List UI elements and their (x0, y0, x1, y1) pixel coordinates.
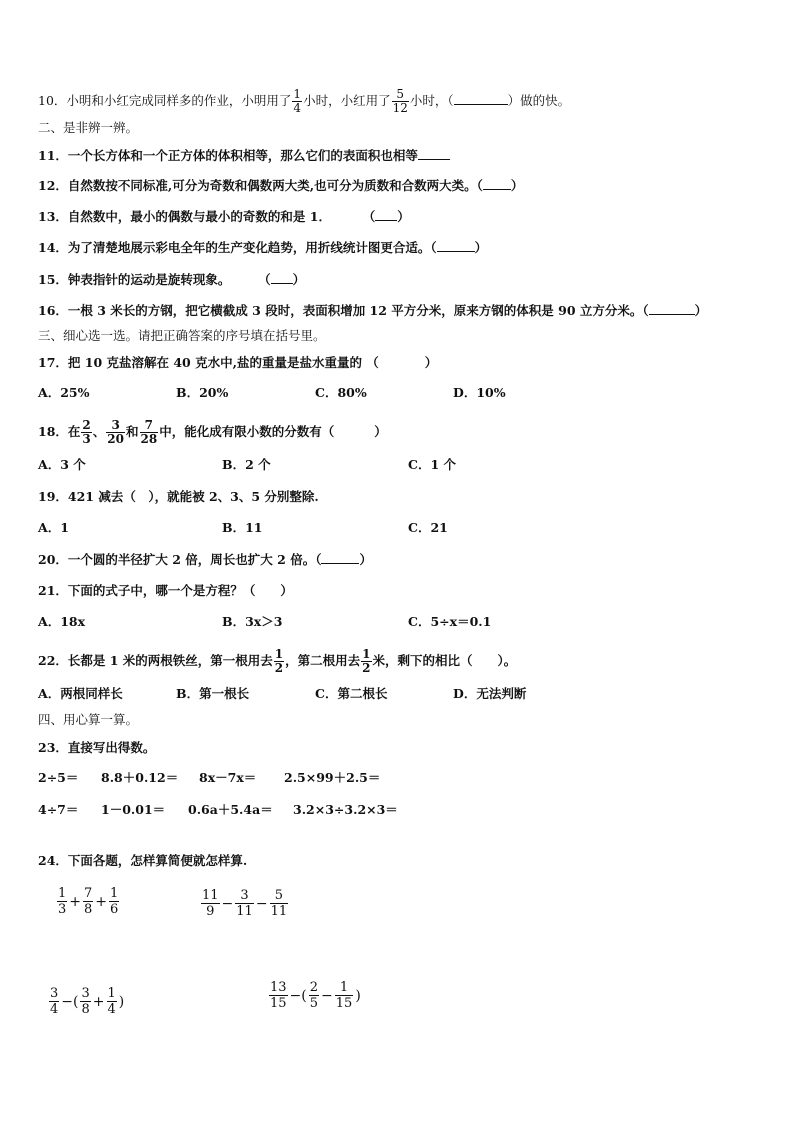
question-21: 21．下面的式子中，哪一个是方程？（ ） (38, 583, 293, 598)
question-23: 23．直接写出得数。 (38, 740, 156, 755)
calc-item: 4÷7＝ (38, 802, 79, 817)
operator: + (95, 893, 108, 910)
operator: −( (61, 993, 79, 1010)
q11-text: 11．一个长方体和一个正方体的体积相等，那么它们的表面积也相等 (38, 148, 418, 163)
question-15 (38, 271, 305, 288)
option-c[interactable]: C．80% (315, 385, 367, 400)
option-b[interactable]: B．3x＞3 (222, 614, 283, 629)
option-a[interactable]: A．18x (38, 614, 86, 629)
q10-text-4: ）做的快。 (507, 93, 571, 108)
question-19: 19．421 减去（ ），就能被 2、3、5 分别整除. (38, 489, 319, 504)
q10-text-3: 小时，（ (409, 93, 454, 108)
q22-text-2: ，第二根用去 (285, 653, 361, 668)
q10-text-1: 10．小明和小红完成同样多的作业，小明用了 (38, 93, 292, 108)
q17-text: 17．把 10 克盐溶解在 40 克水中,盐的重量是盐水重量的 （ (38, 355, 379, 370)
answer-blank[interactable] (375, 208, 397, 221)
answer-blank[interactable] (454, 92, 508, 105)
question-11 (38, 147, 450, 164)
fraction: $\frac{5}{12}$ (392, 87, 408, 115)
calc-item: 8x－7x＝ (199, 770, 257, 785)
fraction: $\frac{3}{11}$ (236, 888, 253, 919)
q20-text: 20．一个圆的半径扩大 2 倍，周长也扩大 2 倍。（ (38, 552, 322, 567)
fraction: $\frac{5}{11}$ (270, 888, 288, 919)
option-b[interactable]: B．2 个 (222, 457, 271, 472)
operator: − (321, 987, 333, 1004)
q16-end: ） (694, 303, 708, 318)
option-c[interactable]: C．5÷x＝0.1 (408, 614, 492, 629)
operator: ) (118, 993, 125, 1010)
fraction: $\frac{3}{20}$ (107, 418, 124, 446)
operator: ) (355, 987, 361, 1004)
answer-blank[interactable] (437, 239, 475, 252)
answer-blank[interactable] (321, 551, 359, 564)
option-b[interactable]: B．20% (176, 385, 229, 400)
option-a[interactable]: A．3 个 (38, 457, 86, 472)
section-3-heading: 三、细心选一选。请把正确答案的序号填在括号里。 (38, 328, 326, 343)
q13-text: 13．自然数中，最小的偶数与最小的奇数的和是 1． (38, 209, 331, 224)
expression-1 (56, 886, 120, 917)
q22-text-3: 米，剩下的相比（ ）。 (372, 653, 517, 668)
question-12 (38, 177, 523, 194)
fraction: $\frac{3}{8}$ (81, 986, 90, 1017)
question-24: 24．下面各题，怎样算简便就怎样算. (38, 853, 248, 868)
fraction: $\frac{1}{4}$ (107, 986, 116, 1017)
q16-text: 16．一根 3 米长的方钢，把它横截成 3 段时，表面积增加 12 平方分米，原来方钢的体积是 90 立方分米。（ (38, 303, 649, 318)
q13-end: ） (397, 209, 410, 224)
q15-end: ） (292, 272, 306, 287)
q13-open: （ (368, 209, 376, 224)
calc-item: 0.6a＋5.4a＝ (188, 802, 273, 817)
fraction: $\frac{7}{8}$ (84, 886, 93, 917)
question-16 (38, 302, 707, 319)
q10-text-2: 小时，小红用了 (303, 93, 391, 108)
option-c[interactable]: C．21 (408, 520, 448, 535)
fraction: $\frac{7}{28}$ (140, 418, 158, 446)
question-20 (38, 551, 372, 568)
question-10 (38, 88, 570, 115)
fraction: $\frac{11}{9}$ (202, 888, 219, 919)
expression-2 (200, 888, 289, 919)
option-a[interactable]: A．两根同样长 (38, 686, 123, 701)
answer-blank[interactable] (418, 147, 450, 160)
calc-item: 2÷5＝ (38, 770, 79, 785)
q18-sep-1: 、 (92, 424, 106, 439)
fraction: $\frac{13}{15}$ (270, 980, 287, 1011)
fraction: $\frac{1}{3}$ (58, 886, 67, 917)
expression-4 (268, 980, 362, 1011)
option-c[interactable]: C．第二根长 (315, 686, 388, 701)
question-22 (38, 648, 516, 675)
fraction: $\frac{2}{5}$ (309, 980, 319, 1011)
option-d[interactable]: D．无法判断 (453, 686, 527, 701)
q12-text: 12．自然数按不同标准,可分为奇数和偶数两大类,也可分为质数和合数两大类。（ (38, 178, 483, 193)
calc-item: 3.2×3÷3.2×3＝ (293, 802, 398, 817)
q18-text-2: 中，能化成有限小数的分数有（ (159, 424, 335, 439)
section-4-heading: 四、用心算一算。 (38, 712, 139, 727)
option-b[interactable]: B．11 (222, 520, 263, 535)
calc-item: 8.8＋0.12＝ (101, 770, 179, 785)
fraction: $\frac{1}{4}$ (293, 87, 302, 115)
fraction: $\frac{3}{4}$ (50, 986, 59, 1017)
q20-end: ） (359, 552, 372, 567)
operator: + (69, 893, 82, 910)
q18-sep-2: 和 (125, 424, 139, 439)
option-a[interactable]: A．1 (38, 520, 69, 535)
q17-end: ） (424, 355, 438, 370)
option-a[interactable]: A．25% (38, 385, 90, 400)
option-d[interactable]: D．10% (453, 385, 506, 400)
answer-blank[interactable] (649, 302, 695, 315)
option-b[interactable]: B．第一根长 (176, 686, 250, 701)
calc-item: 2.5×99＋2.5＝ (284, 770, 381, 785)
fraction: $\frac{1}{6}$ (110, 886, 119, 917)
q22-text-1: 22．长都是 1 米的两根铁丝，第一根用去 (38, 653, 273, 668)
operator: −( (289, 987, 307, 1004)
fraction: $\frac{1}{2}$ (274, 647, 284, 675)
question-18 (38, 419, 387, 446)
q14-end: ） (474, 240, 488, 255)
calc-item: 1－0.01＝ (101, 802, 166, 817)
question-14 (38, 239, 487, 256)
operator: + (92, 993, 105, 1010)
option-c[interactable]: C．1 个 (408, 457, 456, 472)
fraction: $\frac{1}{2}$ (362, 647, 371, 675)
q14-text: 14．为了清楚地展示彩电全年的生产变化趋势，用折线统计图更合适。（ (38, 240, 437, 255)
expression-3 (48, 986, 125, 1017)
q12-end: ） (510, 178, 524, 193)
q15-open: （ (264, 272, 271, 287)
answer-blank[interactable] (271, 271, 293, 284)
operator: − (255, 895, 268, 912)
fraction: $\frac{1}{15}$ (335, 980, 353, 1011)
answer-blank[interactable] (483, 177, 511, 190)
q18-end: ） (374, 424, 387, 439)
fraction: $\frac{2}{3}$ (82, 418, 91, 446)
question-17 (38, 355, 437, 371)
section-2-heading: 二、是非辨一辨。 (38, 120, 139, 135)
q15-text: 15．钟表指针的运动是旋转现象。 (38, 272, 231, 287)
operator: − (221, 895, 234, 912)
question-13 (38, 208, 410, 225)
q18-text-1: 18．在 (38, 424, 81, 439)
